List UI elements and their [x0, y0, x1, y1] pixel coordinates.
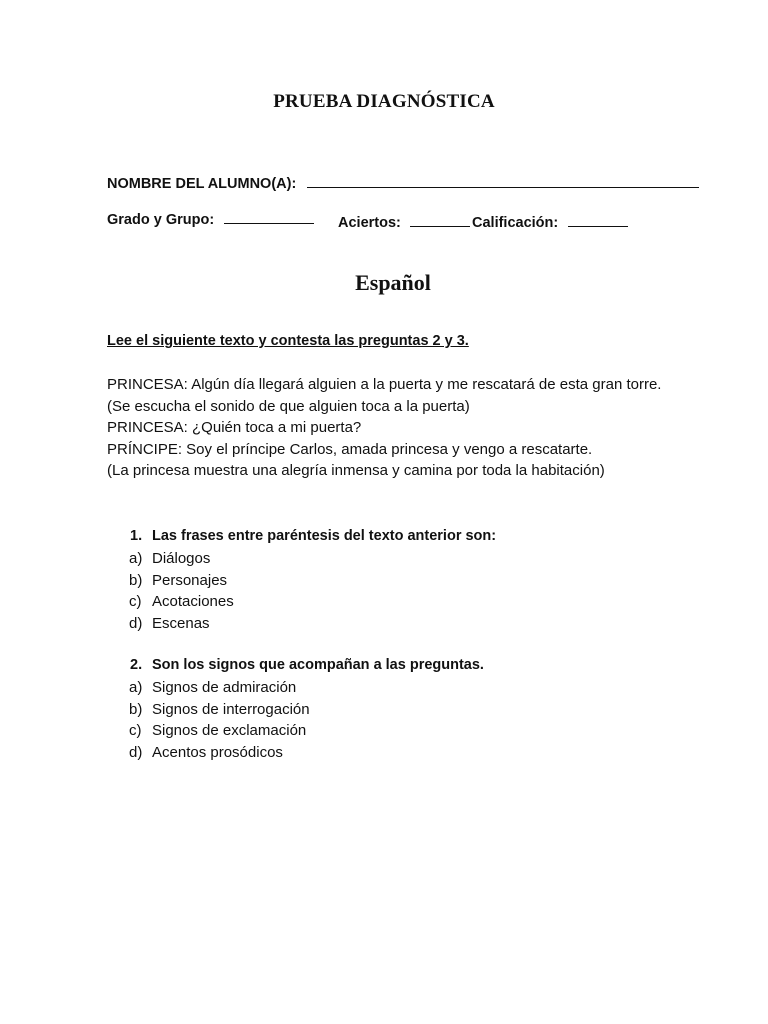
passage-line: (La princesa muestra una alegría inmensa y camina por toda la habitación) [107, 462, 605, 480]
student-name-blank[interactable] [307, 174, 699, 188]
grade-group-field [107, 210, 314, 229]
student-name-field [107, 174, 699, 193]
grade-group-blank[interactable] [224, 210, 314, 224]
passage-line: PRINCESA: Algún día llegará alguien a la puerta y me rescatará de esta gran torre. [107, 376, 662, 393]
option-d[interactable]: d) Escenas [129, 614, 210, 632]
grade-group-label: Grado y Grupo: [107, 212, 215, 228]
option-a[interactable]: a) Signos de admiración [129, 679, 297, 696]
question-1-options [129, 548, 234, 634]
grade-score-field [472, 213, 628, 232]
question-2-options [129, 677, 310, 763]
option-d[interactable]: d) Acentos prosódicos [129, 743, 283, 761]
grade-score-blank[interactable] [568, 213, 628, 227]
question-1 [130, 528, 496, 544]
grade-score-label: Calificación: [472, 215, 559, 231]
score-blank[interactable] [410, 213, 470, 227]
student-name-label: NOMBRE DEL ALUMNO(A): [107, 176, 297, 192]
option-c[interactable]: c) Signos de exclamación [129, 722, 307, 739]
passage-line: PRINCESA: ¿Quién toca a mi puerta? [107, 419, 362, 437]
reading-passage [107, 374, 687, 482]
question-number: 1. [130, 528, 143, 544]
passage-line: PRÍNCIPE: Soy el príncipe Carlos, amada princesa y vengo a rescatarte. [107, 440, 593, 458]
document-title: PRUEBA DIAGNÓSTICA [273, 91, 495, 112]
instruction-text: Lee el siguiente texto y contesta las preguntas 2 y 3. [107, 333, 469, 349]
score-label: Aciertos: [338, 215, 401, 231]
subject-heading: Español [355, 270, 431, 295]
option-c[interactable]: c) Acotaciones [129, 593, 234, 610]
question-text: Las frases entre paréntesis del texto anterior son: [152, 528, 497, 544]
score-field [338, 213, 470, 232]
option-b[interactable]: b) Signos de interrogación [129, 700, 310, 718]
question-number: 2. [130, 657, 143, 673]
option-a[interactable]: a) Diálogos [129, 550, 211, 567]
option-b[interactable]: b) Personajes [129, 571, 228, 589]
question-text: Son los signos que acompañan a las preguntas. [152, 657, 484, 673]
question-2 [130, 657, 484, 673]
passage-line: (Se escucha el sonido de que alguien toca a la puerta) [107, 397, 470, 415]
